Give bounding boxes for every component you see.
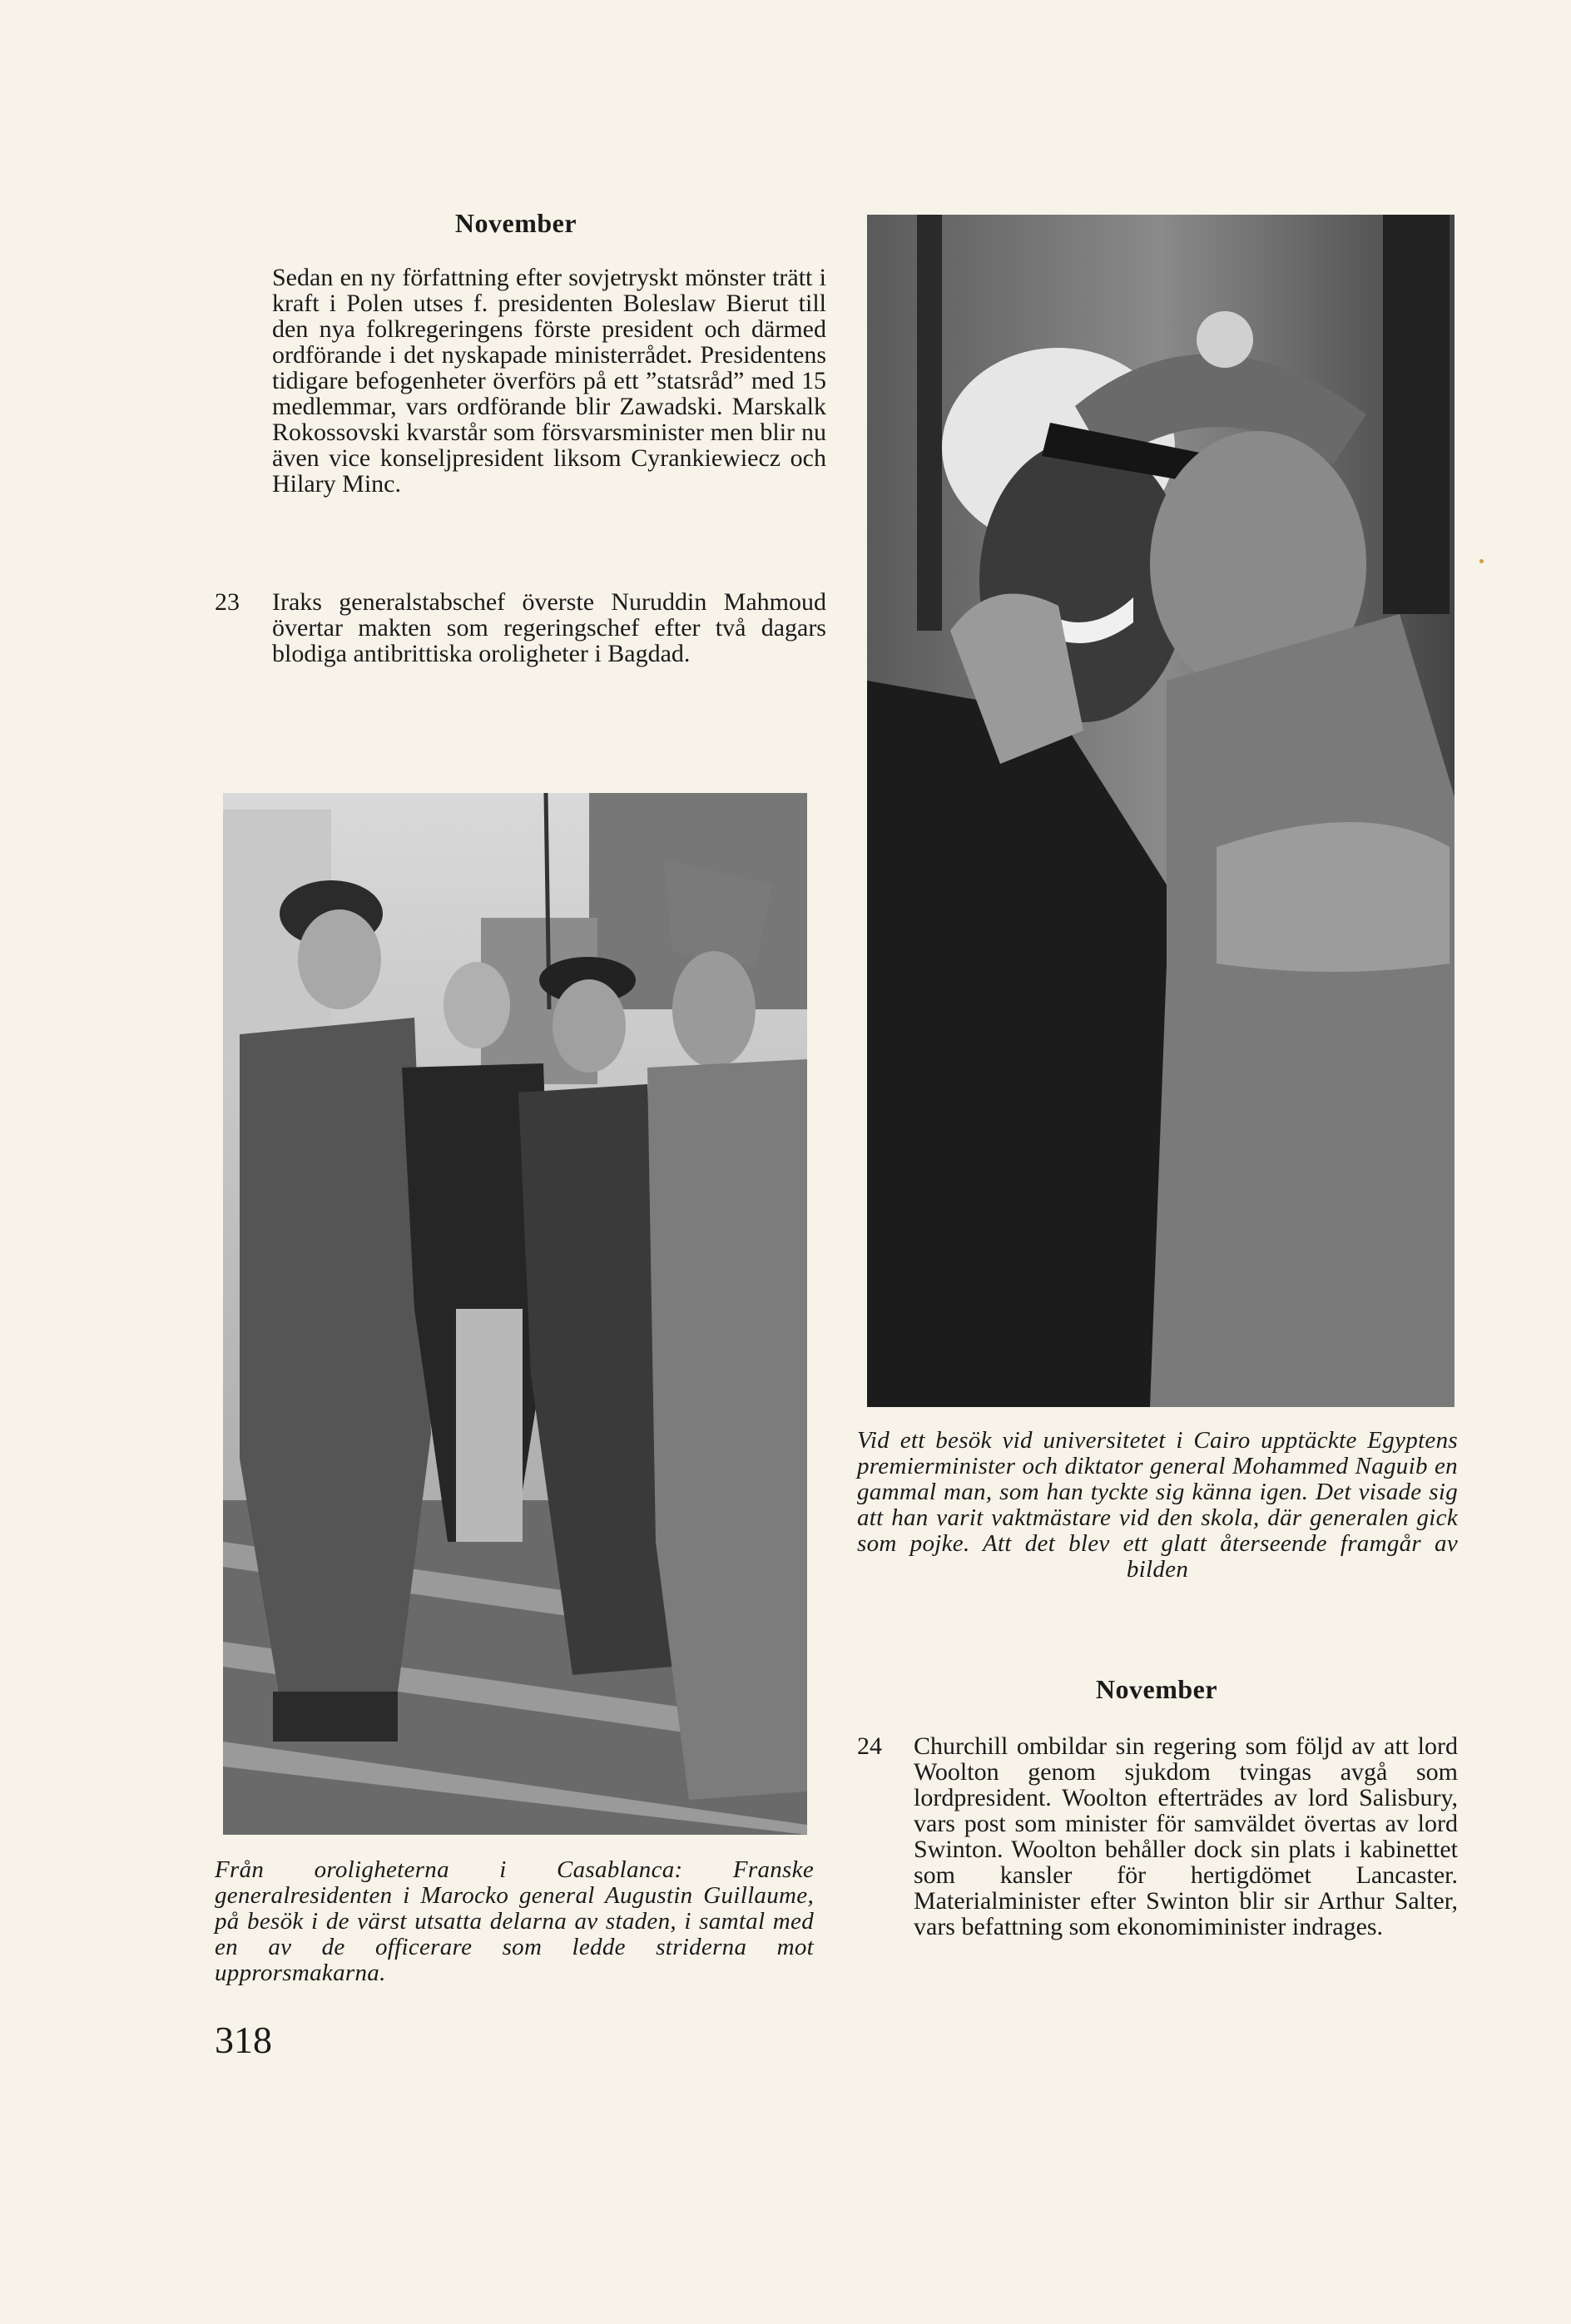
cairo-photo	[867, 215, 1455, 1407]
page-number: 318	[215, 2019, 272, 2061]
entry-day-24: 24	[857, 1732, 882, 1760]
poland-intro-paragraph: Sedan en ny författning efter sovjetryskt mönster trätt i kraft i Polen utses f. presidenten Boleslaw Bierut till den nya folkregeringens förste president och därmed ordförande i det nyskapade ministerrådet. Presidentens tidigare befogenheter överförs på ett ”statsråd” med 15 medlemmar, vars ordförande blir Zawadski. Marskalk Rokossovski kvarstår som försvarsminister men blir nu även vice konseljpresident liksom Cyrankiewiecz och Hilary Minc.	[272, 264, 826, 498]
cairo-photo-caption: Vid ett besök vid universitetet i Cairo upptäckte Egyptens premierminister och diktator general Mohammed Naguib en gammal man, som han tyckte sig känna igen. Det visade sig att han varit vaktmästare vid den skola, där generalen gick som pojke. Att det blev ett glatt återseende framgår av bilden	[857, 1427, 1458, 1583]
casablanca-photo	[223, 793, 807, 1835]
iraq-entry-text: Iraks generalstabschef överste Nuruddin Mahmoud övertar makten som regeringschef efter två dagars blodiga antibrittiska oroligheter i Bagdad.	[272, 588, 826, 667]
churchill-entry-text: Churchill ombildar sin regering som följd av att lord Woolton genom sjukdom tvingas avgå som lordpresident. Woolton efterträdes av lord Salisbury, vars post som minister för samväldet övertas av lord Swinton. Woolton behåller dock sin plats i kabinettet som kansler för hertigdömet Lancaster. Materialminister efter Swinton blir sir Arthur Salter, vars befattning som ekonomiminister indrages.	[914, 1732, 1458, 1940]
right-november-heading: November	[1095, 1674, 1218, 1704]
left-november-heading: November	[454, 208, 577, 238]
entry-day-23: 23	[215, 588, 240, 616]
paper-speck	[1479, 559, 1484, 563]
casablanca-photo-caption: Från oroligheterna i Casablanca: Franske generalresidenten i Marocko general Augustin Guillaume, på besök i de värst utsatta delarna av staden, i samtal med en av de officerare som ledde striderna mot upprorsmakarna.	[215, 1856, 814, 1986]
